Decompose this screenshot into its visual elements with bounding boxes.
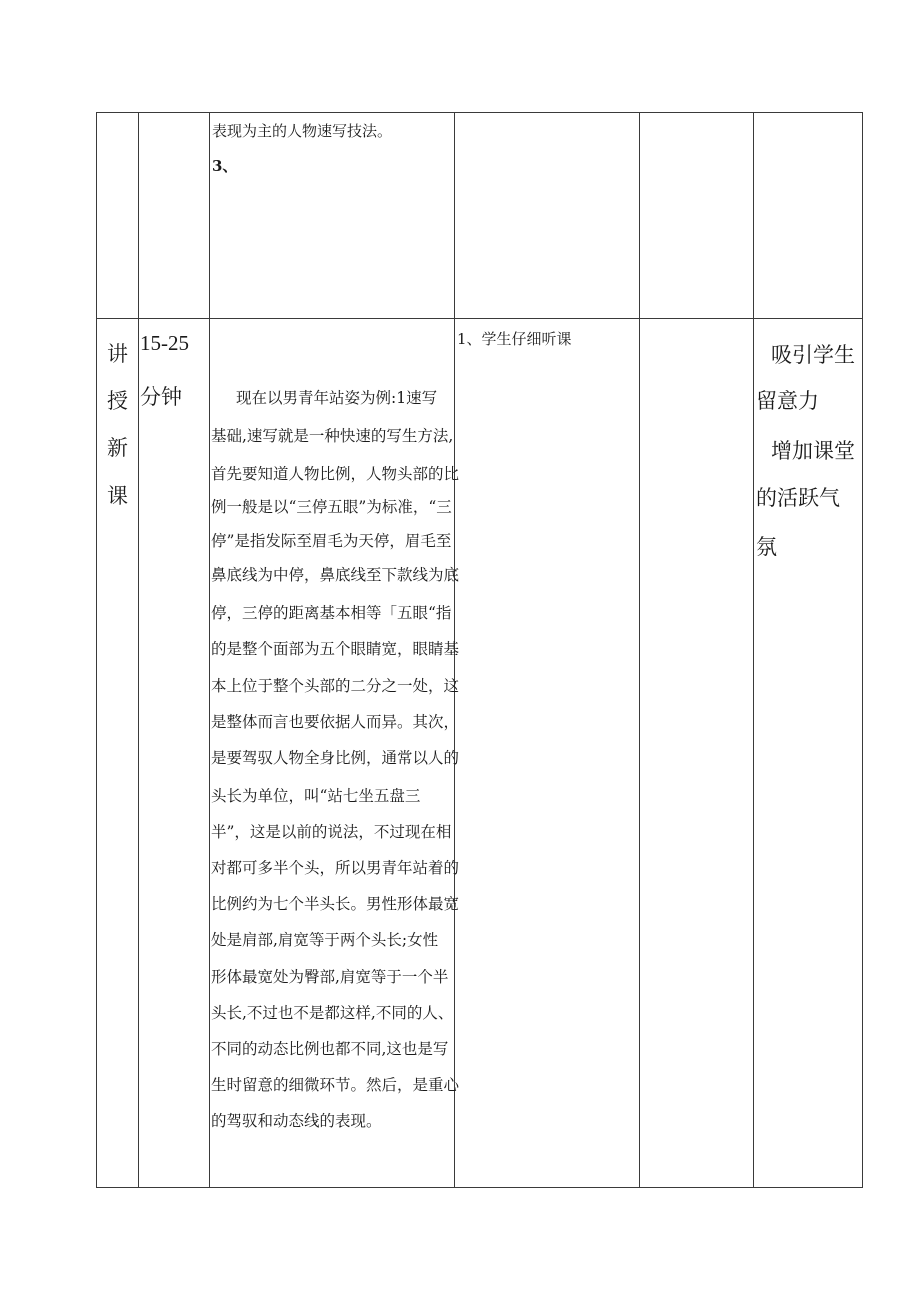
student-activity: 1、学生仔细听课 — [457, 330, 572, 348]
content-line: 本上位于整个头部的二分之一处，这 — [211, 677, 460, 695]
content-line: 是要驾驭人物全身比例，通常以人的 — [211, 749, 460, 767]
table-bottom-border — [96, 1187, 863, 1188]
table-top-border — [96, 112, 863, 113]
content-line: 基础,速写就是一种快速的写生方法, — [211, 427, 454, 445]
content-line: 不同的动态比例也都不同,这也是写 — [211, 1040, 449, 1058]
content-line: 头长为单位，叫“站七坐五盘三 — [211, 787, 421, 805]
content-line: 的驾驭和动态线的表现。 — [211, 1112, 382, 1130]
col-border-6 — [753, 112, 754, 1188]
stage-char: 课 — [107, 484, 128, 508]
col-border-7 — [862, 112, 863, 1188]
stage-char: 讲 — [107, 342, 128, 366]
content-line: 鼻底线为中停，鼻底线至下款线为底 — [211, 566, 460, 584]
content-line: 对都可多半个头，所以男青年站着的 — [211, 859, 460, 877]
purpose-line: 增加课堂 — [771, 439, 855, 463]
content-line: 首先要知道人物比例，人物头部的比 — [211, 465, 460, 483]
col-border-3 — [209, 112, 210, 1188]
purpose-line: 留意力 — [756, 389, 819, 413]
col-border-5 — [639, 112, 640, 1188]
stage-char: 授 — [107, 389, 128, 413]
row1-content-number: 3、 — [212, 157, 238, 175]
content-line: 处是肩部,肩宽等于两个头长;女性 — [211, 931, 439, 949]
content-line: 生时留意的细微环节。然后，是重心 — [211, 1076, 460, 1094]
content-line: 形体最宽处为臀部,肩宽等于一个半 — [211, 968, 449, 986]
content-line: 比例约为七个半头长。男性形体最宽 — [211, 895, 460, 913]
col-border-1 — [96, 112, 97, 1188]
content-line: 停，三停的距离基本相等「五眼“指 — [211, 604, 452, 622]
row-divider — [96, 318, 863, 319]
content-line: 停”是指发际至眉毛为天停，眉毛至 — [211, 532, 452, 550]
purpose-line: 的活跃气 — [756, 486, 840, 510]
time-range: 15-25 — [140, 331, 189, 355]
row1-content-line: 表现为主的人物速写技法。 — [212, 122, 393, 140]
content-line: 现在以男青年站姿为例:1速写 — [236, 389, 438, 407]
purpose-line: 氛 — [756, 535, 777, 559]
content-line: 的是整个面部为五个眼睛宽，眼睛基 — [211, 640, 460, 658]
content-line: 是整体而言也要依据人而异。其次， — [211, 713, 460, 731]
content-line: 半”，这是以前的说法，不过现在相 — [211, 823, 452, 841]
purpose-line: 吸引学生 — [771, 343, 855, 367]
content-line: 例一般是以“三停五眼”为标准，“三 — [211, 498, 452, 516]
time-unit: 分钟 — [140, 385, 182, 409]
col-border-2 — [138, 112, 139, 1188]
stage-char: 新 — [107, 436, 128, 460]
content-line: 头长,不过也不是都这样,不同的人、 — [211, 1004, 454, 1022]
